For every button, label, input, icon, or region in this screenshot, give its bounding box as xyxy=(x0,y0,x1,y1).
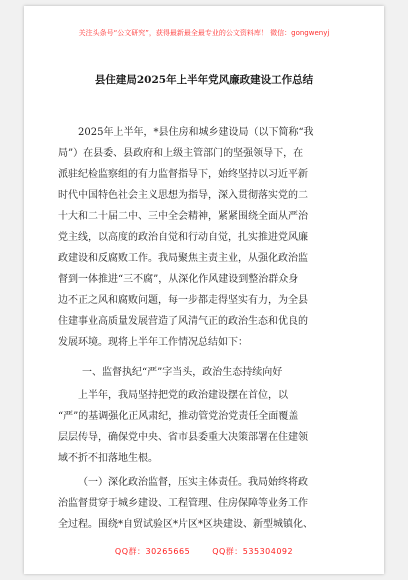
paragraph-intro xyxy=(58,122,362,353)
document-page xyxy=(24,6,384,574)
paragraph-line: 2025年上半年，*县住房和城乡建设局（以下简称“我 xyxy=(78,127,314,138)
document-title: 县住建局2025年上半年党风廉政建设工作总结 xyxy=(94,74,314,86)
paragraph-line: 十大和二十届二中、三中全会精神，紧紧围绕全面从严治 xyxy=(58,211,308,222)
paragraph-line: “严”的基调强化正风肃纪，推动管党治党责任全面覆盖 xyxy=(58,411,299,422)
paragraph-subsection1 xyxy=(58,472,362,535)
paragraph-line: 时代中国特色社会主义思想为指导，深入贯彻落实党的二 xyxy=(58,190,308,201)
paragraph-line: 政建设和反腐败工作。我局聚焦主责主业，从强化政治监 xyxy=(58,253,308,264)
section-heading: 一、监督执纪“严”字当头，政治生态持续向好 xyxy=(82,367,283,378)
footer-qq-group-1: QQ群：30265665 xyxy=(114,547,191,556)
paragraph-line: 上半年，我局坚持把党的政治建设摆在首位，以 xyxy=(78,390,288,401)
paragraph-line: 局”）在县委、县政府和上级主管部门的坚强领导下，在 xyxy=(58,148,304,159)
paragraph-line: 域不折不扣落地生根。 xyxy=(58,453,158,464)
paragraph-line: （一）深化政治监督，压实主体责任。我局始终将政 xyxy=(78,477,308,488)
paragraph-line: 边不正之风和腐败问题，每一步都走得坚实有力，为全县 xyxy=(58,295,308,306)
paragraph-line: 全过程。围绕*自贸试验区*片区*区块建设、新型城镇化、 xyxy=(58,519,313,530)
paragraph-line: 督到一体推进“三不腐”，从深化作风建设到整治群众身 xyxy=(58,274,299,285)
paragraph-line: 派驻纪检监察组的有力监督指导下，始终坚持以习近平新 xyxy=(58,169,308,180)
paragraph-line: 发展环境。现将上半年工作情况总结如下： xyxy=(58,337,248,348)
footer-qq-group-2: QQ群：535304092 xyxy=(212,547,294,556)
paragraph-line: 党主线，以高度的政治自觉和行动自觉，扎实推进党风廉 xyxy=(58,232,308,243)
paragraph-line: 层层传导，确保党中央、省市县委重大决策部署在住建领 xyxy=(58,432,308,443)
footer-contact xyxy=(24,546,384,557)
paragraph-line: 治监督贯穿于城乡建设、工程管理、住房保障等业务工作 xyxy=(58,498,308,509)
header-note: 关注头条号“公文研究”，获得最新最全最专业的公文资料库！ 微信：gongwenyj xyxy=(78,29,330,37)
paragraph-line: 住建事业高质量发展营造了风清气正的政治生态和优良的 xyxy=(58,316,308,327)
paragraph-section1 xyxy=(58,385,362,469)
